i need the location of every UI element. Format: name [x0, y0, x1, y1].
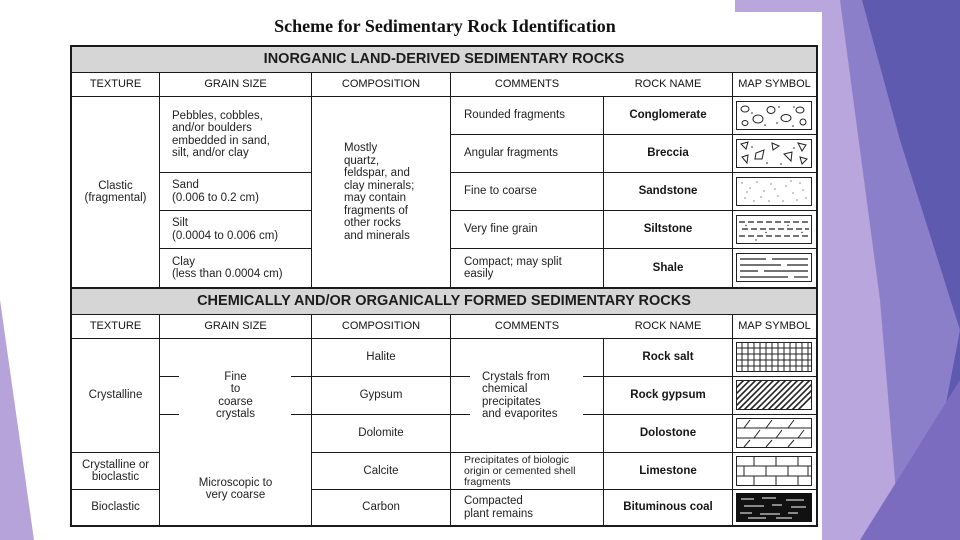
- rock-rock-salt: Rock salt: [642, 351, 694, 364]
- composition-calcite: Calcite: [363, 464, 399, 477]
- chemical-header-map-symbol: MAP SYMBOL: [738, 320, 811, 333]
- texture-crystalline: Crystalline: [88, 389, 143, 402]
- grain-silt: Silt (0.0004 to 0.006 cm): [172, 217, 279, 242]
- chemical-header-composition: COMPOSITION: [341, 320, 421, 333]
- comment-rounded: Rounded fragments: [464, 109, 566, 122]
- rock-rock-gypsum: Rock gypsum: [630, 389, 706, 402]
- rock-salt-symbol: [736, 342, 812, 372]
- texture-crystalline-bioclastic: Crystalline or bioclastic: [81, 458, 150, 483]
- rock-bituminous-coal: Bituminous coal: [623, 501, 713, 514]
- chemical-header-comments: COMMENTS: [494, 320, 560, 333]
- breccia-symbol: [736, 139, 812, 168]
- grain-clay: Clay (less than 0.0004 cm): [172, 255, 283, 280]
- inorganic-header-comments: COMMENTS: [494, 78, 560, 91]
- inorganic-header-grain-size: GRAIN SIZE: [204, 78, 267, 91]
- chemical-header-grain-size: GRAIN SIZE: [204, 320, 267, 333]
- comment-angular: Angular fragments: [464, 147, 558, 160]
- texture-clastic: Clastic (fragmental): [84, 179, 147, 204]
- inorganic-header-rock-name: ROCK NAME: [634, 78, 702, 91]
- inorganic-header-map-symbol: MAP SYMBOL: [738, 78, 811, 91]
- grain-microscopic: Microscopic to very coarse: [198, 476, 273, 501]
- left-accent: [0, 300, 34, 540]
- siltstone-symbol: [736, 215, 812, 244]
- rock-dolostone: Dolostone: [639, 427, 697, 440]
- texture-bioclastic: Bioclastic: [91, 501, 140, 514]
- chemical-header-texture: TEXTURE: [89, 320, 142, 333]
- rock-siltstone: Siltstone: [643, 223, 693, 236]
- rock-gypsum-symbol: [736, 380, 812, 410]
- inorganic-header-composition: COMPOSITION: [341, 78, 421, 91]
- comment-fine-coarse: Fine to coarse: [464, 185, 537, 198]
- composition-dolomite: Dolomite: [358, 427, 404, 440]
- comment-very-fine: Very fine grain: [464, 223, 538, 236]
- inorganic-header-texture: TEXTURE: [89, 78, 142, 91]
- conglomerate-symbol: [736, 101, 812, 130]
- grain-pebbles: Pebbles, cobbles, and/or boulders embedded in sand, silt, and/or clay: [172, 109, 270, 159]
- sandstone-symbol: [736, 177, 812, 206]
- coal-symbol: [736, 493, 812, 522]
- limestone-symbol: [736, 456, 812, 486]
- comment-biologic-precipitates: Precipitates of biologic origin or cemented shell fragments: [464, 453, 576, 488]
- grain-sand: Sand (0.006 to 0.2 cm): [172, 179, 259, 204]
- comment-plant-remains: Compacted plant remains: [464, 495, 534, 520]
- shale-symbol: [736, 253, 812, 282]
- chemical-header-rock-name: ROCK NAME: [634, 320, 702, 333]
- rock-conglomerate: Conglomerate: [629, 109, 707, 122]
- composition-clastic: Mostly quartz, feldspar, and clay minerals; may contain fragments of other rocks and minerals: [344, 142, 415, 242]
- composition-gypsum: Gypsum: [359, 389, 403, 402]
- inorganic-section-title: INORGANIC LAND-DERIVED SEDIMENTARY ROCKS: [263, 50, 625, 67]
- comment-compact: Compact; may split easily: [464, 255, 562, 280]
- composition-carbon: Carbon: [362, 501, 400, 514]
- rock-sandstone: Sandstone: [638, 185, 698, 198]
- grain-fine-coarse-crystals: Fine to coarse crystals: [216, 370, 255, 420]
- slide-title: Scheme for Sedimentary Rock Identification: [274, 16, 616, 36]
- dolostone-symbol: [736, 418, 812, 448]
- rock-limestone: Limestone: [639, 464, 697, 477]
- composition-halite: Halite: [366, 351, 396, 364]
- rock-breccia: Breccia: [647, 147, 689, 160]
- identification-table: [70, 45, 818, 527]
- chemical-section-title: CHEMICALLY AND/OR ORGANICALLY FORMED SEDIMENTARY ROCKS: [197, 293, 691, 309]
- rock-shale: Shale: [652, 261, 684, 274]
- comment-evaporites: Crystals from chemical precipitates and evaporites: [482, 370, 558, 420]
